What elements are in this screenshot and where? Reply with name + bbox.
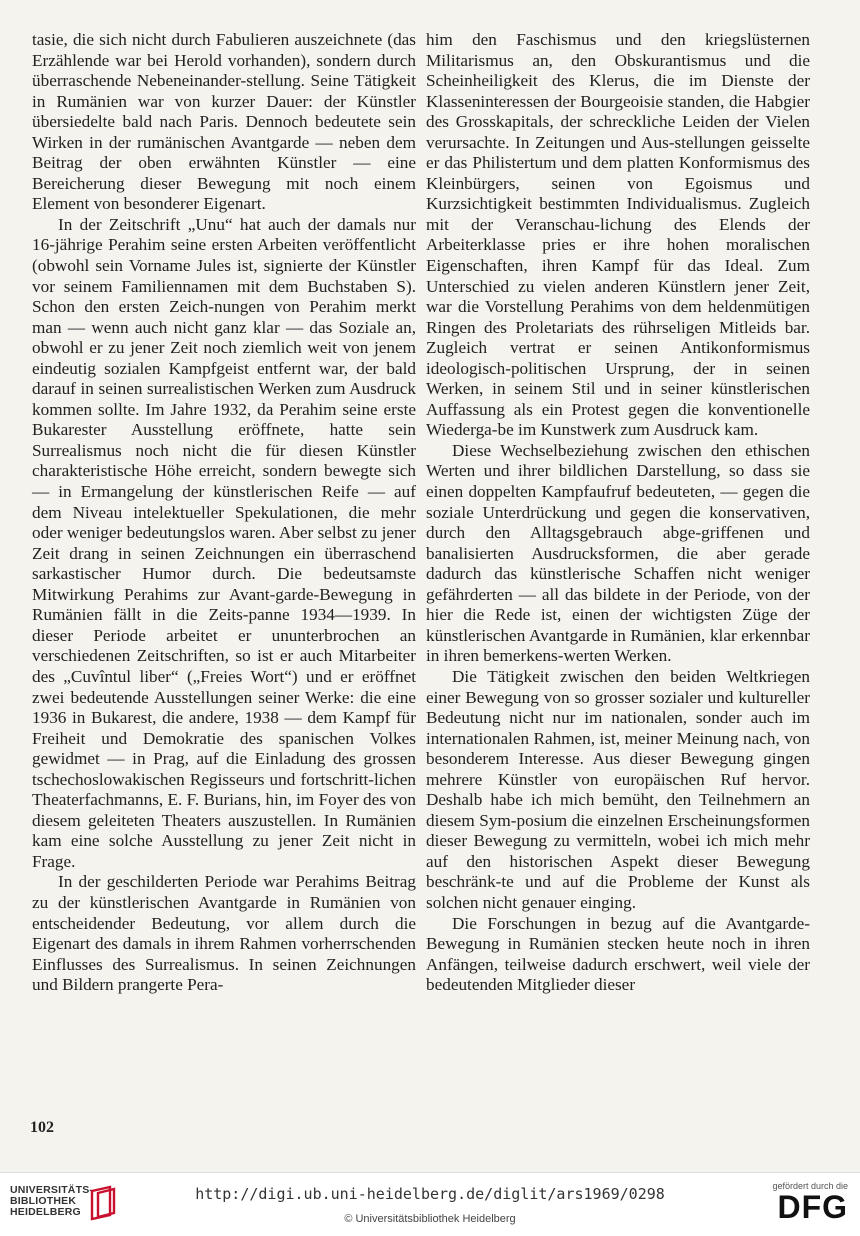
dfg-logo[interactable] (758, 1181, 848, 1223)
logo-line-1: UNIVERSITÄTS- (10, 1184, 94, 1196)
logo-line-2: BIBLIOTHEK (10, 1195, 77, 1207)
page-number: 102 (30, 1119, 54, 1136)
logo-line-3: HEIDELBERG (10, 1206, 81, 1218)
paragraph: him den Faschismus und den kriegslüsternen Militarismus an, den Obskurantismus und die Scheinheiligkeit des Klerus, die im Dienste der Klasseninteressen der Bourgeoisie standen, die Habgier des Grosskapitals, der schreckliche Leiden der Vielen verursachte. In Zeitungen und Aus-stellungen geisselte er das Philistertum und dem platten Konformismus des Kleinbürgers, seinen von Egoismus und Kurzsichtigkeit bestimmten Individualismus. Zugleich mit der Veranschau-lichung des Elends der Arbeiterklasse pries er ihre hohen moralischen Eigenschaften, ihren Kampf für das Ideal. Zum Unterschied zu vielen anderen Künstlern jener Zeit, war die Vorstellung Perahims von dem heldenmütigen Ringen des Proletariats des rührseligen Mitleids bar. Zugleich vertrat er seinen Antikonformismus ideologisch-politischen Ursprung, der in seinen Werken, in seinem Stil und in seiner künstlerischen Auffassung als ein Protest gegen die konventionelle Wiederga-be im Kunstwerk zum Ausdruck kam. (426, 30, 810, 440)
right-column (426, 30, 810, 996)
paragraph: Die Tätigkeit zwischen den beiden Weltkriegen einer Bewegung von so grosser sozialer und kultureller Bedeutung nicht nur im nationalen, sonder auch im internationalen Rahmen, ist, meiner Meinung nach, von besonderem Interesse. Aus dieser Bewegung gingen mehrere Künstler von europäischen Ruf hervor. Deshalb habe ich mich bemüht, den Teilnehmern an diesem Sym-posium die einzelnen Erscheinungsformen dieser Bewegung zu vermitteln, wobei ich mich mehr auf den historischen Aspekt dieser Bewegung beschränk-te und auf die Probleme der Kunst als solchen nicht genauer einging. (426, 666, 810, 912)
copyright-notice: © Universitätsbibliothek Heidelberg (344, 1213, 516, 1225)
paragraph: Diese Wechselbeziehung zwischen den ethischen Werten und ihrer bildlichen Darstellung, so dass sie einen doppelten Kampfaufruf bedeuteten, — gegen die soziale Unterdrückung und gegen die konservativen, durch den Alltagsgebrauch abge-griffenen und banalisierten Ausdrucksformen, die aber gerade dadurch das künstlerische Schaffen nicht weniger gefährderten — all das bildete in der Periode, von der hier die Rede ist, einen der wichtigsten Züge der künstlerischen Avantgarde in Rumänien, klar erkennbar in ihren bemerkens-werten Werken. (426, 440, 810, 666)
dfg-wordmark: DFG (777, 1189, 848, 1225)
left-column (32, 30, 416, 996)
paragraph: In der Zeitschrift „Unu“ hat auch der damals nur 16-jährige Perahim seine ersten Arbeiten veröffentlicht (obwohl sein Vorname Jules ist, signierte der Künstler vor seinem Familiennamen mit dem Buchstaben S). Schon den ersten Zeich-nungen von Perahim merkt man — wenn auch nicht ganz klar — das Soziale an, obwohl er zu jener Zeit noch ziemlich weit von jenem eindeutig sozialen Kampfgeist entfernt war, der bald darauf in seinen surrealistischen Werken zum Ausdruck kommen sollte. Im Jahre 1932, da Perahim seine erste Bukarester Ausstellung eröffnete, hatte sein Surrealismus noch nicht die für diesen Künstler charakteristische Höhe erreicht, sondern bewegte sich — in Ermangelung der künstlerischen Reife — auf dem Niveau intelektueller Spekulationen, die mehr oder weniger bedeutungslos waren. Aber selbst zu jener Zeit drang in seinen Zeichnungen ein überraschend sarkastischer Humor durch. Die bedeutsamste Mitwirkung Perahims zur Avant-garde-Bewegung in Rumänien fällt in die Zeits-panne 1934—1939. In dieser Periode arbeitet er ununterbrochen an verschiedenen Zeitschriften, so ist er auch Mitarbeiter des „Cuvîntul liber“ („Freies Wort“) und er eröffnet zwei bedeutende Ausstellungen seiner Werke: die eine 1936 in Bukarest, die andere, 1938 — dem Kampf für Freiheit und Demokratie des spanischen Volkes gewidmet — in Prag, auf die Einladung des grossen tschechoslowakischen Regisseurs und fortschritt-lichen Theaterfachmanns, E. F. Burians, hin, im Foyer des von diesem geleiteten Theaters auszustellen. In Rumänien kam eine solche Ausstellung zu jener Zeit nicht in Frage. (32, 214, 416, 871)
permalink-url[interactable]: http://digi.ub.uni-heidelberg.de/diglit/ars1969/0298 (195, 1185, 665, 1203)
paragraph: tasie, die sich nicht durch Fabulieren auszeichnete (das Erzählende war bei Herold vorhanden), sondern durch überraschende Nebeneinander-stellung. Seine Tätigkeit in Rumänien war von kurzer Dauer: der Künstler übersiedelte bald nach Paris. Dennoch bedeutete sein Wirken in der rumänischen Avantgarde — neben dem Beitrag der oben erwähnten Künstler — eine Bereicherung dieser Bewegung mit noch einem Element von besonderer Eigenart. (32, 30, 416, 214)
paragraph: In der geschilderten Periode war Perahims Beitrag zu der künstlerischen Avantgarde in Rumänien von entscheidender Bedeutung, vor allem durch die Eigenart des damals in ihrem Rahmen vorherrschenden Einflusses des Surrealismus. In seinen Zeichnungen und Bildern prangerte Pera- (32, 872, 416, 995)
viewer-footer (0, 1172, 860, 1236)
paragraph: Die Forschungen in bezug auf die Avantgarde-Bewegung in Rumänien stecken heute noch in ihren Anfängen, teilweise dadurch erschwert, weil viele der bedeutenden Mitglieder dieser (426, 913, 810, 995)
funding-note: gefördert durch die (772, 1181, 848, 1191)
